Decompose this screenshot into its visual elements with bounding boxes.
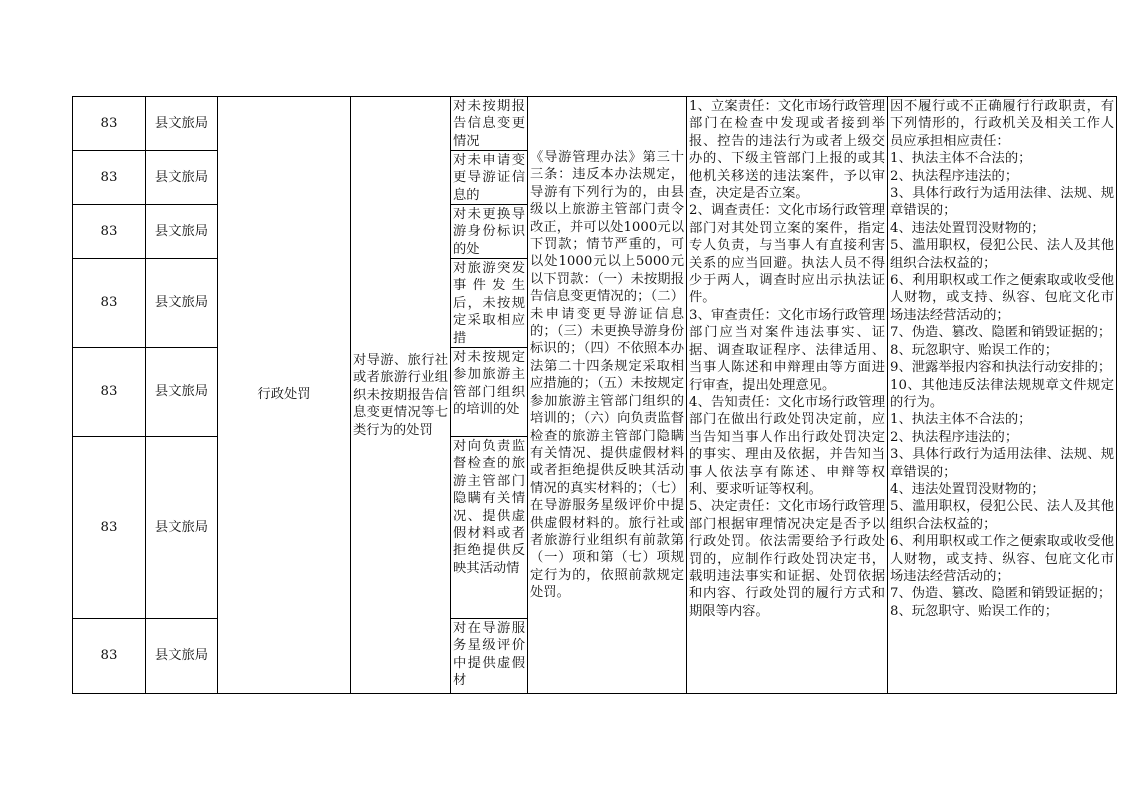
department-cell: 县文旅局 [146, 619, 218, 694]
legal-basis-cell: 《导游管理办法》第三十三条：违反本办法规定，导游有下列行为的，由县级以上旅游主管部门责令改正，并可以处1000元以下罚款；情节严重的，可以处1000元以上5000元以下罚款：（一）未按期报告信息变更情况的；（二）未申请变更导游证信息的；（三）未更换导游身份标识的；（四）不依照本办法第二十四条规定采取相应措施的；（五）未按规定参加旅游主管部门组织的培训的；（六）向负责监督检查的旅游主管部门隐瞒有关情况、提供虚假材料或者拒绝提供反映其活动情况的真实材料的；（七）在导游服务星级评价中提供虚假材料的。旅行社或者旅游行业组织有前款第（一）项和第（七）项规定行为的，依照前款规定处罚。 [528, 97, 687, 694]
item-cell: 对未更换导游身份标识的处 [451, 205, 528, 259]
row-number: 83 [73, 151, 146, 205]
item-cell: 对未申请变更导游证信息的 [451, 151, 528, 205]
table-row [73, 97, 1117, 151]
item-cell: 对未按期报告信息变更情况 [451, 97, 528, 151]
responsibility-cell: 1、立案责任：文化市场行政管理部门在检查中发现或者接到举报、控告的违法行为或者上级交办的、下级主管部门上报的或其他机关移送的违法案件，予以审查，决定是否立案。 2、调查责任：文化市场行政管理部门对其处罚立案的案件，指定专人负责，与当事人有直接利害关系的应当回避。执法人员不得少于两人，调查时应出示执法证件。 3、审查责任：文化市场行政管理部门应当对案件违法事实、证据、调查取证程序、法律适用、当事人陈述和申辩理由等方面进行审查，提出处理意见。 4、告知责任：文化市场行政管理部门在做出行政处罚决定前，应当告知当事人作出行政处罚决定的事实、理由及依据，并告知当事人依法享有陈述、申辩等权利、要求听证等权利。 5、决定责任：文化市场行政管理部门根据审理情况决定是否予以行政处罚。依法需要给予行政处罚的，应制作行政处罚决定书，载明违法事实和证据、处罚依据和内容、行政处罚的履行方式和期限等内容。 [687, 97, 888, 694]
item-cell: 对在导游服务星级评价中提供虚假材 [451, 619, 528, 694]
row-number: 83 [73, 619, 146, 694]
row-number: 83 [73, 97, 146, 151]
row-number: 83 [73, 348, 146, 437]
penalty-table [72, 96, 1117, 694]
department-cell: 县文旅局 [146, 259, 218, 348]
department-cell: 县文旅局 [146, 348, 218, 437]
accountability-cell: 因不履行或不正确履行行政职责，有下列情形的，行政机关及相关工作人员应承担相应责任： 1、执法主体不合法的； 2、执法程序违法的； 3、具体行政行为适用法律、法规、规章错误的； 4、违法处置罚没财物的； 5、滥用职权，侵犯公民、法人及其他组织合法权益的； 6、利用职权或工作之便索取或收受他人财物，或支持、纵容、包庇文化市场违法经营活动的； 7、伪造、篡改、隐匿和销毁证据的； 8、玩忽职守、贻误工作的； 9、泄露举报内容和执法行动安排的； 10、其他违反法律法规规章文件规定的行为。 1、执法主体不合法的； 2、执法程序违法的； 3、具体行政行为适用法律、法规、规章错误的； 4、违法处置罚没财物的； 5、滥用职权，侵犯公民、法人及其他组织合法权益的； 6、利用职权或工作之便索取或收受他人财物，或支持、纵容、包庇文化市场违法经营活动的； 7、伪造、篡改、隐匿和销毁证据的； 8、玩忽职守、贻误工作的； [888, 97, 1117, 694]
department-cell: 县文旅局 [146, 205, 218, 259]
subject-cell: 对导游、旅行社或者旅游行业组织未按期报告信息变更情况等七类行为的处罚 [351, 97, 451, 694]
department-cell: 县文旅局 [146, 437, 218, 619]
row-number: 83 [73, 205, 146, 259]
row-number: 83 [73, 437, 146, 619]
department-cell: 县文旅局 [146, 151, 218, 205]
item-cell: 对未按规定参加旅游主管部门组织的培训的处 [451, 348, 528, 437]
category-cell: 行政处罚 [218, 97, 351, 694]
item-cell: 对旅游突发事件发生后，未按规定采取相应措 [451, 259, 528, 348]
item-cell: 对向负责监督检查的旅游主管部门隐瞒有关情况、提供虚假材料或者拒绝提供反映其活动情 [451, 437, 528, 619]
department-cell: 县文旅局 [146, 97, 218, 151]
row-number: 83 [73, 259, 146, 348]
